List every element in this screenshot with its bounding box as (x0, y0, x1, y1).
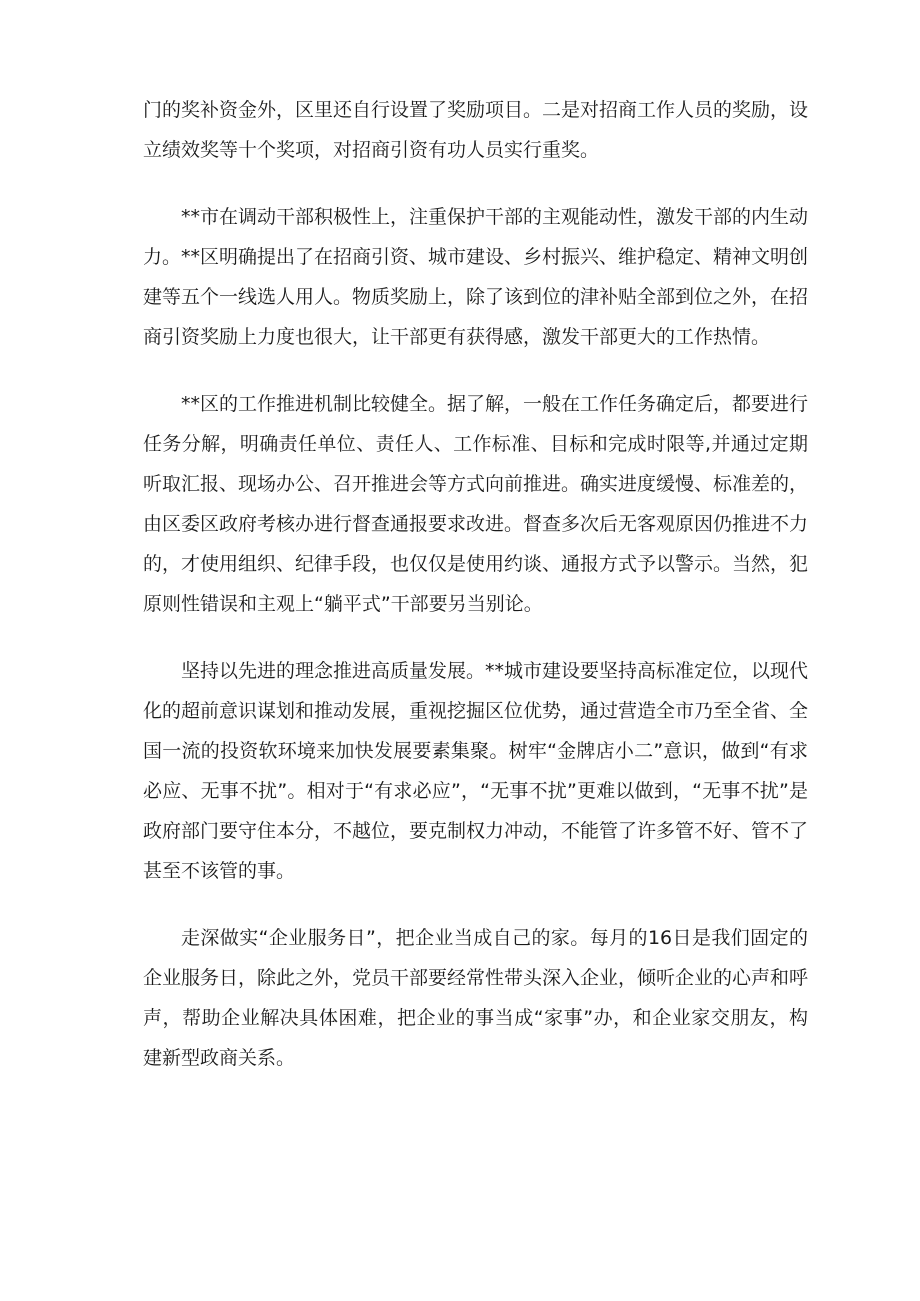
paragraph-2: **市在调动干部积极性上，注重保护干部的主观能动性，激发干部的内生动力。**区明确提出了在招商引资、城市建设、乡村振兴、维护稳定、精神文明创建等五个一线选人用人。物质奖励上，除了该到位的津补贴全部到位之外，在招商引资奖励上力度也很大，让干部更有获得感，激发干部更大的工作热情。 (143, 206, 809, 348)
paragraph-5: 走深做实“企业服务日”，把企业当成自己的家。每月的16日是我们固定的企业服务日，除此之外，党员干部要经常性带头深入企业，倾听企业的心声和呼声，帮助企业解决具体困难，把企业的事当成“家事”办，和企业家交朋友，构建新型政商关系。 (143, 927, 809, 1069)
paragraph-3: **区的工作推进机制比较健全。据了解，一般在工作任务确定后，都要进行任务分解，明确责任单位、责任人、工作标准、目标和完成时限等,并通过定期听取汇报、现场办公、召开推进会等方式向前推进。确实进度缓慢、标准差的，由区委区政府考核办进行督查通报要求改进。督查多次后无客观原因仍推进不力的，才使用组织、纪律手段，也仅仅是使用约谈、通报方式予以警示。当然，犯原则性错误和主观上“躺平式”干部要另当别论。 (143, 393, 809, 615)
document-body (143, 90, 808, 1105)
paragraph-4: 坚持以先进的理念推进高质量发展。**城市建设要坚持高标准定位，以现代化的超前意识谋划和推动发展，重视挖掘区位优势，通过营造全市乃至全省、全国一流的投资软环境来加快发展要素集聚。树牢“金牌店小二”意识，做到“有求必应、无事不扰”。相对于“有求必应”，“无事不扰”更难以做到，“无事不扰”是政府部门要守住本分，不越位，要克制权力冲动，不能管了许多管不好、管不了甚至不该管的事。 (143, 660, 809, 882)
paragraph-1: 门的奖补资金外，区里还自行设置了奖励项目。二是对招商工作人员的奖励，设立绩效奖等十个奖项，对招商引资有功人员实行重奖。 (143, 99, 809, 161)
